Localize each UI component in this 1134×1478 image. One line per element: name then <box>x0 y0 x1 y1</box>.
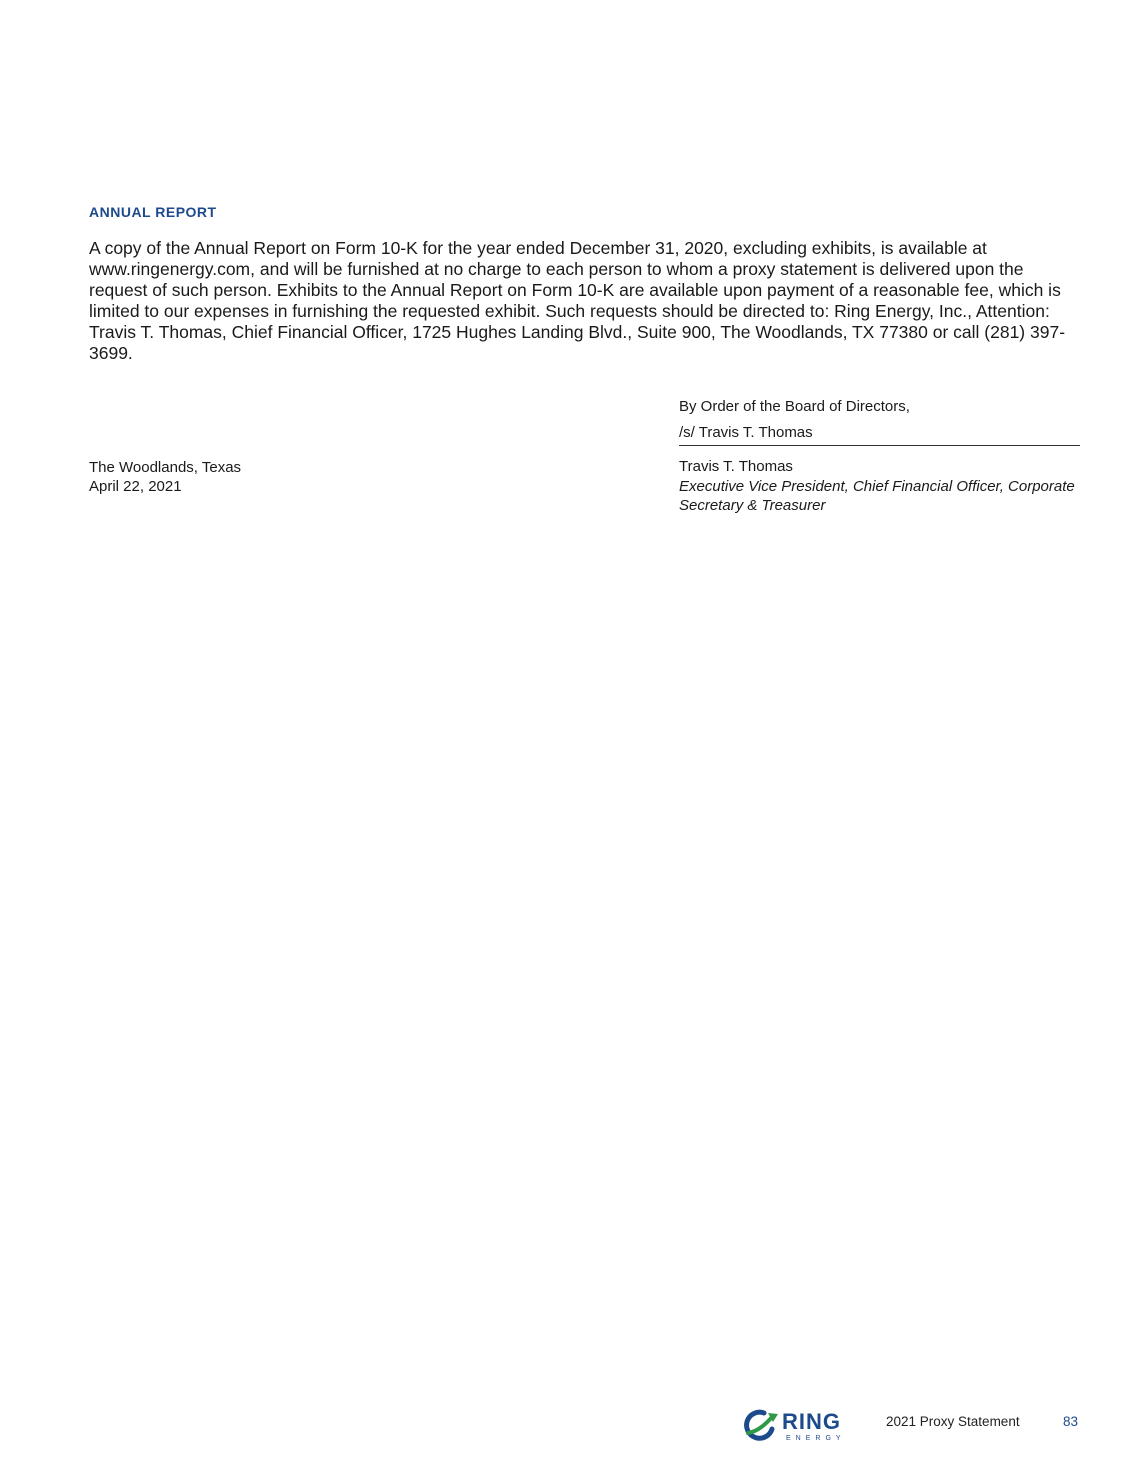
page-number: 83 <box>1063 1414 1079 1429</box>
annual-report-paragraph: A copy of the Annual Report on Form 10-K for the year ended December 31, 2020, excluding exhibits, is available at www.ringenergy.com, and will be furnished at no charge to each person to whom a proxy statement is delivered upon the request of such person. Exhibits to the Annual Report on Form 10-K are available upon payment of a reasonable fee, which is limited to our expenses in furnishing the requested exhibit. Such requests should be directed to: Ring Energy, Inc., Attention: Travis T. Thomas, Chief Financial Officer, 1725 Hughes Landing Blvd., Suite 900, The Woodlands, TX 77380 or call (281) 397-3699. <box>89 238 1066 363</box>
city-text: The Woodlands, Texas <box>89 459 242 476</box>
svg-text:ENERGY: ENERGY <box>786 1435 846 1442</box>
place-and-date <box>89 458 241 496</box>
footer-doc-title: 2021 Proxy Statement <box>886 1414 1020 1429</box>
signer-name: Travis T. Thomas <box>679 458 793 475</box>
by-order-text: By Order of the Board of Directors, <box>679 398 910 415</box>
signature-line: /s/ Travis T. Thomas <box>679 424 1080 446</box>
date-text: April 22, 2021 <box>89 478 182 495</box>
signer-title: Executive Vice President, Chief Financial Officer, Corporate Secretary & Treasurer <box>679 478 1075 514</box>
svg-text:RING: RING <box>782 1409 841 1434</box>
section-heading: ANNUAL REPORT <box>89 204 217 220</box>
ring-energy-logo <box>742 1407 858 1443</box>
